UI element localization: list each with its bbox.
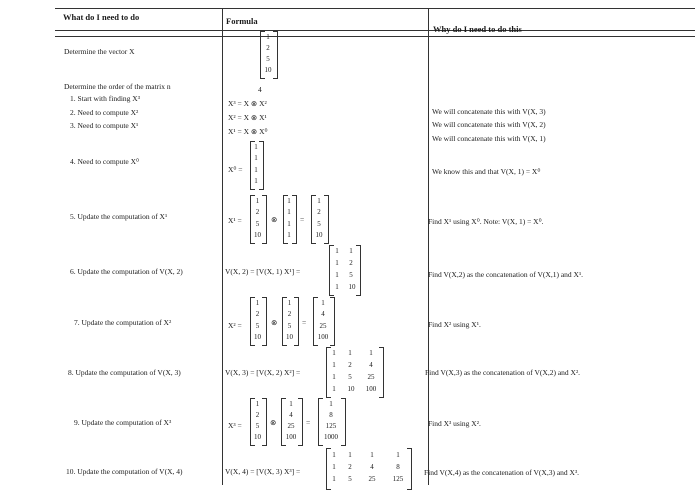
matrix-cell: 5 [255,422,260,430]
matrix-cell: 1 [255,299,260,307]
matrix-cell: 1 [332,349,336,357]
matrix-cell: 100 [317,333,329,341]
matrix-cell: 125 [392,475,404,483]
matrix-cell: 1 [335,283,339,291]
matrix-cell: 10 [254,231,261,239]
matrix-cell: 1 [335,271,339,279]
why-x3: Find X³ using X². [428,419,481,428]
matrix-cell: 2 [255,310,260,318]
matrix-cell: 1 [349,247,353,255]
kron-operator: ⊗ [270,418,277,427]
matrix-cell: 1 [255,197,260,205]
formula-vx2: V(X, 2) = [V(X, 1) X¹] = [225,267,301,276]
vector-x-cell: 10 [264,66,272,74]
task-determine-order: Determine the order of the matrix n [64,82,171,91]
matrix-cell: 4 [321,310,325,318]
matrix-cell: 100 [285,433,297,441]
header-bottom-border-2 [55,36,695,37]
matrix-cell: 10 [315,231,323,239]
formula-x1-label: X¹ = [228,216,242,225]
equals-sign: = [302,318,307,327]
matrix-cell: 10 [254,333,261,341]
matrix-cell: 10 [348,283,356,291]
vector-x-cell: 1 [266,33,270,41]
matrix-cell: 2 [348,463,352,471]
vector-x-cell: 5 [266,55,270,63]
matrix-cell: 5 [348,373,352,381]
matrix-cell: 1 [332,385,336,393]
matrix-cell: 1 [287,197,291,205]
matrix-cell: 25 [319,322,327,330]
why-concat-1: We will concatenate this with V(X, 1) [432,134,546,143]
matrix-cell: 4 [369,361,373,369]
matrix-cell: 8 [396,463,400,471]
task-update-vx2: 6. Update the computation of V(X, 2) [70,267,183,276]
equals-sign: = [306,418,311,427]
matrix-cell: 1 [335,247,339,255]
matrix-cell: 8 [329,411,333,419]
column-divider-1 [222,8,223,485]
matrix-cell: 125 [325,422,337,430]
why-vx2: Find V(X,2) as the concatenation of V(X,1) and X¹. [428,270,584,279]
kron-operator: ⊗ [271,215,278,224]
matrix-cell: 1 [332,361,336,369]
vector-x0-cell: 1 [254,154,258,162]
formula-x2-label: X² = [228,321,242,330]
matrix-cell: 4 [289,411,293,419]
matrix-cell: 1 [317,197,321,205]
table-top-border [55,8,695,9]
vector-x-cell: 2 [266,44,270,52]
matrix-cell: 1 [348,451,352,459]
matrix-cell: 1 [287,208,291,216]
matrix-cell: 1 [369,349,373,357]
matrix-cell: 10 [286,333,293,341]
matrix-cell: 2 [348,361,352,369]
header-formula: Formula [226,16,258,26]
matrix-cell: 1 [370,451,374,459]
task-compute-x0: 4. Need to compute X⁰ [70,157,140,166]
matrix-cell: 2 [287,310,292,318]
why-vx4: Find V(X,4) as the concatenation of V(X,3) and X³. [424,468,580,477]
subtask-3: 3. Need to compute X¹ [70,121,139,130]
kron-operator: ⊗ [271,318,278,327]
matrix-cell: 1 [289,400,293,408]
matrix-cell: 2 [255,411,260,419]
matrix-cell: 25 [368,475,376,483]
matrix-cell: 1 [321,299,325,307]
matrix-cell: 5 [255,220,260,228]
equals-sign: = [300,215,305,224]
header-why: Why do I need to do this [433,24,522,34]
task-update-x2: 7. Update the computation of X² [74,318,172,327]
why-x0: We know this and that V(X, 1) = X⁰ [432,167,541,176]
why-concat-3: We will concatenate this with V(X, 3) [432,107,546,116]
why-x2: Find X² using X¹. [428,320,481,329]
matrix-cell: 5 [287,322,292,330]
matrix-cell: 2 [255,208,260,216]
matrix-cell: 1 [255,400,260,408]
vector-x0-cell: 1 [254,143,258,151]
formula-vx4: V(X, 4) = [V(X, 3) X³] = [225,467,301,476]
matrix-cell: 100 [365,385,377,393]
matrix-cell: 1 [287,220,291,228]
matrix-cell: 25 [287,422,295,430]
matrix-cell: 1 [287,299,292,307]
formula-x2: X² = X ⊗ X¹ [228,113,267,122]
subtask-1: 1. Start with finding X³ [70,94,140,103]
matrix-cell: 1 [348,349,352,357]
matrix-cell: 10 [254,433,261,441]
vector-x0-cell: 1 [254,177,258,185]
formula-vx3: V(X, 3) = [V(X, 2) X²] = [225,368,301,377]
header-what: What do I need to do [63,12,140,22]
matrix-cell: 1 [335,259,339,267]
order-value: 4 [258,85,262,94]
matrix-cell: 2 [349,259,353,267]
formula-x0: X⁰ = [228,165,243,174]
matrix-cell: 1 [332,451,336,459]
matrix-cell: 1 [332,475,336,483]
why-x1: Find X¹ using X⁰. Note: V(X, 1) = X⁰. [428,217,544,226]
matrix-cell: 1 [332,373,336,381]
matrix-cell: 1 [332,463,336,471]
matrix-cell: 10 [347,385,355,393]
matrix-cell: 1 [396,451,400,459]
header-bottom-border [55,30,695,31]
vector-x0-cell: 1 [254,166,258,174]
matrix-cell: 5 [317,220,321,228]
matrix-cell: 4 [370,463,374,471]
task-update-x1: 5. Update the computation of X¹ [70,212,168,221]
matrix-cell: 1 [329,400,333,408]
task-update-vx3: 8. Update the computation of V(X, 3) [68,368,181,377]
matrix-cell: 2 [317,208,321,216]
task-update-vx4: 10. Update the computation of V(X, 4) [66,467,183,476]
why-concat-2: We will concatenate this with V(X, 2) [432,120,546,129]
task-update-x3: 9. Update the computation of X³ [74,418,172,427]
matrix-cell: 5 [348,475,352,483]
matrix-cell: 5 [349,271,353,279]
matrix-cell: 25 [367,373,375,381]
task-determine-vector: Determine the vector X [64,47,135,56]
why-vx3: Find V(X,3) as the concatenation of V(X,2) and X². [425,368,581,377]
column-divider-2 [428,8,429,485]
formula-x3-label: X³ = [228,421,242,430]
formula-x1: X¹ = X ⊗ X⁰ [228,127,268,136]
subtask-2: 2. Need to compute X² [70,108,139,117]
formula-x3: X³ = X ⊗ X² [228,99,267,108]
matrix-cell: 5 [255,322,260,330]
matrix-cell: 1 [287,231,291,239]
matrix-cell: 1000 [324,433,338,441]
